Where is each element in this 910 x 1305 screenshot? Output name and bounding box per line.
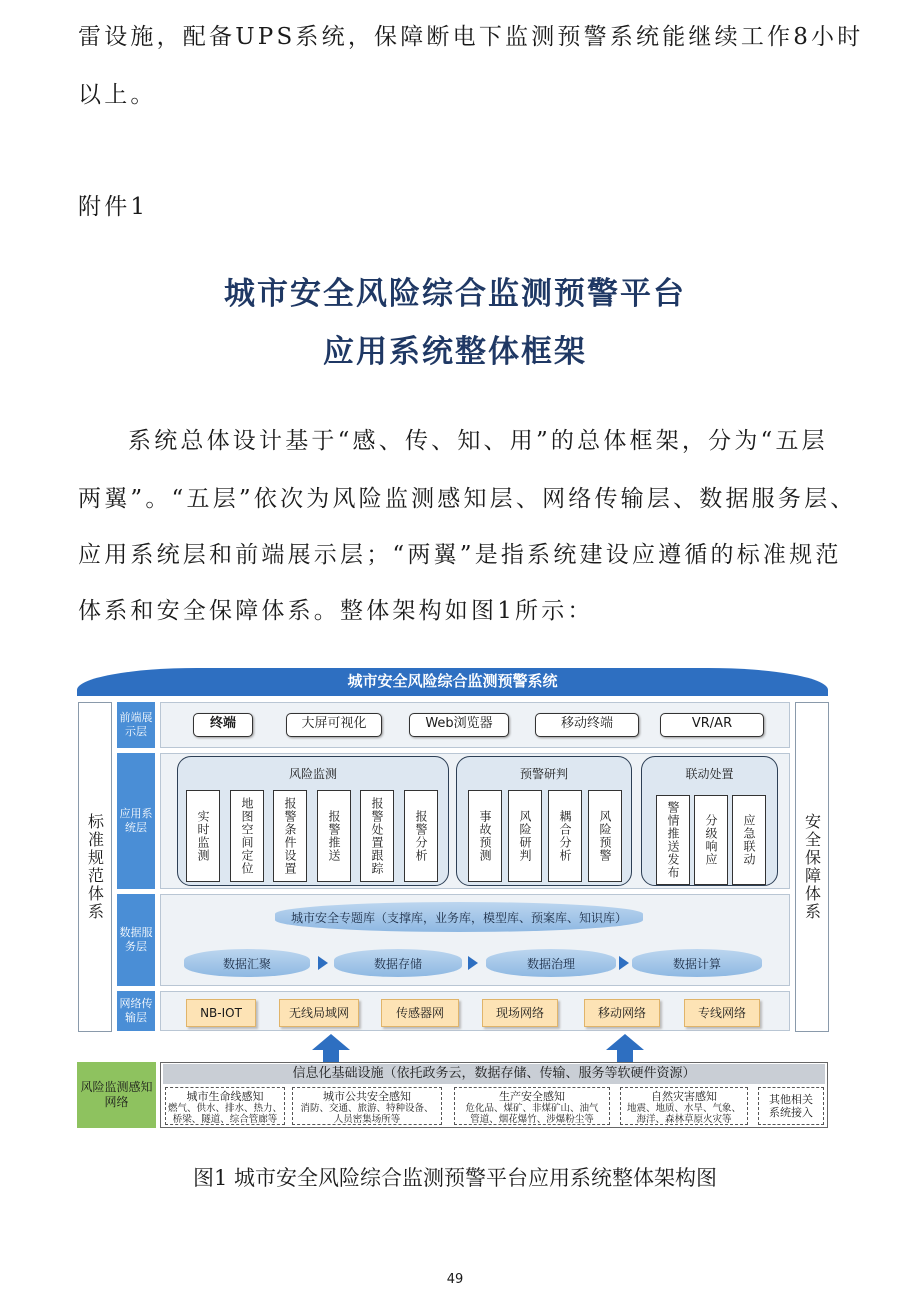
- infrastructure-bar: 信息化基础设施（依托政务云，数据存储、传输、服务等软硬件资源）: [163, 1064, 825, 1084]
- module-box: 报警处置跟踪: [360, 790, 394, 882]
- perception-group-title: 城市公共安全感知: [323, 1090, 411, 1103]
- data-step-cylinder: 数据计算: [632, 949, 762, 977]
- topic-database-cylinder: 城市安全专题库（支撑库，业务库，模型库、预案库、知识库）: [275, 902, 643, 932]
- layer-label-application: 应用系统层: [117, 753, 155, 889]
- figure-caption: 图1 城市安全风险综合监测预警平台应用系统整体架构图: [192, 1166, 718, 1190]
- intro-paragraph-line: 体系和安全保障体系。整体架构如图1所示：: [78, 598, 594, 624]
- document-title: 城市安全风险综合监测预警平台: [224, 276, 686, 312]
- perception-group-title: 生产安全感知: [499, 1090, 565, 1103]
- linkage-disposal-title: 联动处置: [685, 767, 734, 781]
- web-browser-item: Web浏览器: [409, 713, 509, 737]
- module-box: 风险研判: [508, 790, 542, 882]
- attachment-label: 附件1: [78, 194, 149, 220]
- page-number: 49: [446, 1272, 464, 1287]
- sensing-layer-label: 风险监测感知网络: [77, 1062, 156, 1128]
- perception-group-line: 燃气、供水、排水、热力、: [167, 1103, 282, 1114]
- perception-group: [454, 1087, 610, 1125]
- arrow-right-icon: [468, 956, 478, 970]
- risk-monitoring-title: 风险监测: [288, 767, 337, 781]
- network-box: 现场网络: [482, 999, 558, 1027]
- perception-group-line: 海洋、森林草原火灾等: [636, 1114, 732, 1125]
- document-subtitle: 应用系统整体框架: [323, 334, 587, 370]
- module-box: 警情推送发布: [656, 795, 690, 885]
- network-box: NB-IOT: [186, 999, 256, 1027]
- network-box: 移动网络: [584, 999, 660, 1027]
- perception-group-title: 城市生命线感知: [186, 1090, 264, 1103]
- layer-label-data: 数据服务层: [117, 894, 155, 986]
- arrow-up-icon: [312, 1034, 350, 1062]
- network-box: 传感器网: [381, 999, 459, 1027]
- security-wing: 安全保障体系: [795, 702, 829, 1032]
- module-box: 应急联动: [732, 795, 766, 885]
- network-box: 专线网络: [684, 999, 760, 1027]
- diagram-banner: 城市安全风险综合监测预警系统: [77, 668, 828, 696]
- layer-label-network: 网络传输层: [117, 991, 155, 1031]
- module-box: 报警条件设置: [273, 790, 307, 882]
- module-box: 报警推送: [317, 790, 351, 882]
- arrow-up-icon: [606, 1034, 644, 1062]
- module-box: 事故预测: [468, 790, 502, 882]
- big-screen-item: 大屏可视化: [286, 713, 382, 737]
- intro-paragraph-line: 应用系统层和前端展示层；“两翼”是指系统建设应遵循的标准规范: [78, 542, 842, 568]
- early-warning-title: 预警研判: [519, 767, 568, 781]
- perception-group-title: 其他相关: [769, 1093, 813, 1106]
- perception-group: [292, 1087, 442, 1125]
- perception-group-title: 自然灾害感知: [651, 1090, 717, 1103]
- layer-label-front: 前端展示层: [117, 702, 155, 748]
- module-box: 分级响应: [694, 795, 728, 885]
- perception-group: [758, 1087, 824, 1125]
- perception-group-line: 管道、烟花爆竹、涉爆粉尘等: [470, 1114, 594, 1125]
- vr-ar-item: VR/AR: [660, 713, 764, 737]
- network-box: 无线局域网: [279, 999, 359, 1027]
- perception-group-line: 地震、地质、水旱、气象、: [626, 1103, 741, 1114]
- perception-group-line: 桥梁、隧道、综合管廊等: [172, 1114, 278, 1125]
- data-step-cylinder: 数据治理: [486, 949, 616, 977]
- perception-group-line: 消防、交通、旅游、特种设备、: [300, 1103, 434, 1114]
- module-box: 耦合分析: [548, 790, 582, 882]
- arrow-right-icon: [318, 956, 328, 970]
- intro-paragraph-line: 两翼”。“五层”依次为风险监测感知层、网络传输层、数据服务层、: [78, 486, 857, 512]
- body-text-line: 雷设施，配备UPS系统，保障断电下监测预警系统能继续工作8小时: [78, 24, 864, 50]
- perception-group-line: 系统接入: [769, 1106, 813, 1119]
- module-box: 实时监测: [186, 790, 220, 882]
- perception-group-line: 人员密集场所等: [333, 1114, 401, 1125]
- perception-group: [165, 1087, 285, 1125]
- intro-paragraph-line: 系统总体设计基于“感、传、知、用”的总体框架，分为“五层: [128, 428, 828, 454]
- terminal-item: 终端: [193, 713, 253, 737]
- perception-group: [620, 1087, 748, 1125]
- module-box: 报警分析: [404, 790, 438, 882]
- data-step-cylinder: 数据存储: [334, 949, 462, 977]
- data-step-cylinder: 数据汇聚: [184, 949, 310, 977]
- perception-group-line: 危化品、煤矿、非煤矿山、油气: [465, 1103, 599, 1114]
- body-text-line: 以上。: [78, 82, 157, 108]
- arrow-right-icon: [619, 956, 629, 970]
- mobile-terminal-item: 移动终端: [535, 713, 639, 737]
- standards-wing: 标准规范体系: [78, 702, 112, 1032]
- module-box: 地图空间定位: [230, 790, 264, 882]
- module-box: 风险预警: [588, 790, 622, 882]
